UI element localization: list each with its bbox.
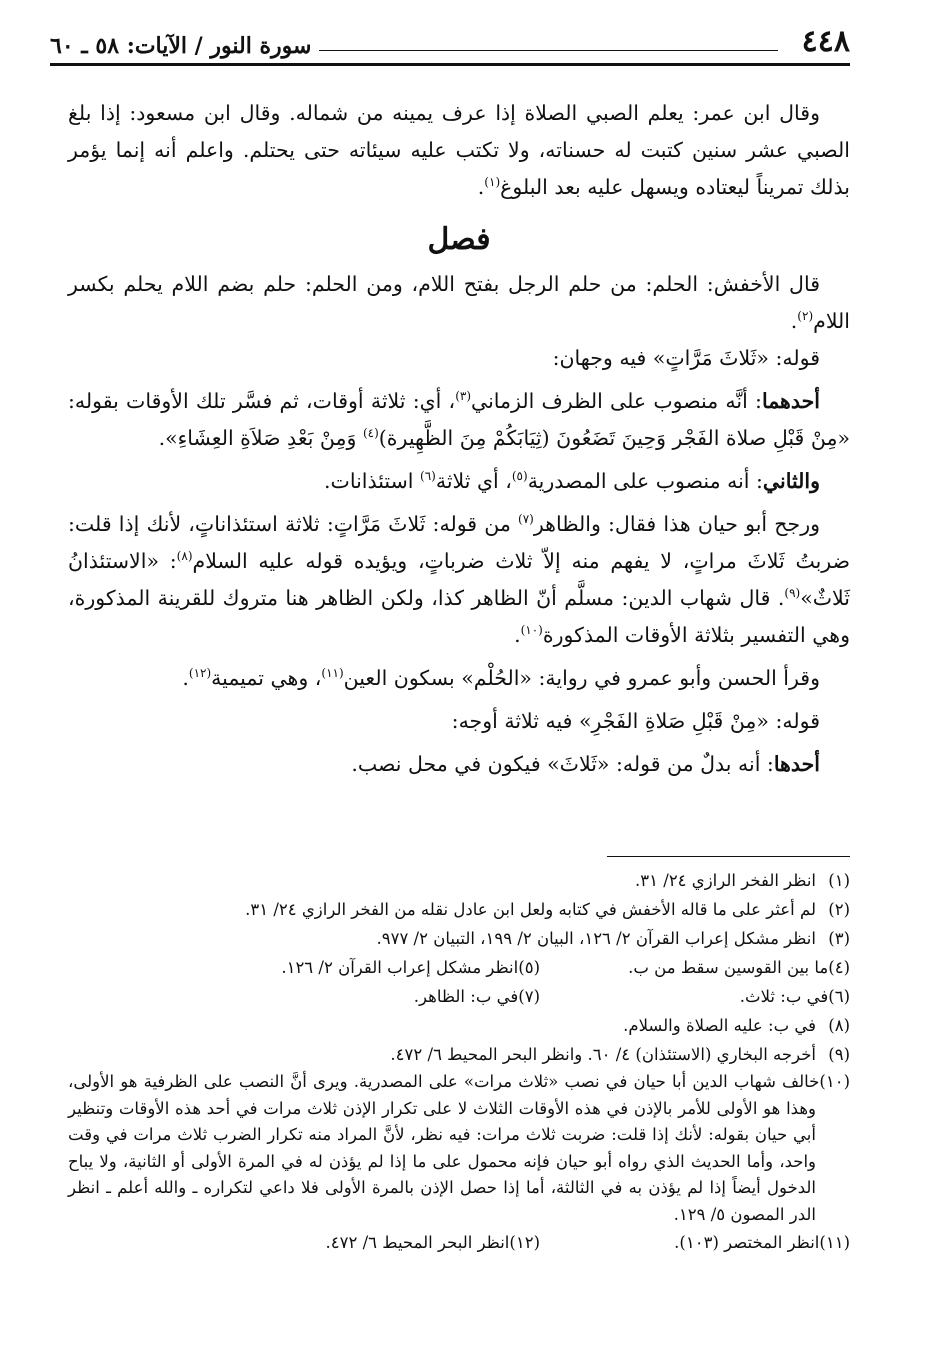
footnote-3: (٣)انظر مشكل إعراب القرآن ٢/ ١٢٦، البيان ٢/ ١٩٩، التبيان ٢/ ٩٧٧.: [376, 929, 850, 948]
footnote-10: (١٠)خالف شهاب الدين أبا حيان في نصب «ثلاث مرات» على المصدرية. ويرى أنَّ النصب على الظرفية هو الأولى، وهذا هو الأولى للأمر بالإذن في هذه الأوقات الثلاث لا على تكرار الإذن ثلاث مرات في أحد هذه الأوقات وتنظير أبي حيان بقوله: لأنك إذا قلت: ضربت ثلاث مرات: فيه نظر، لأنَّ المراد منه تكرار الضرب ثلاث مرات في وقت واحد، وأما الحديث الذي رواه أبو حيان فإنه محمول على ما إذا لم يؤذن له في المرة الأولى أو الثانية، ولا يباح الدخول أيضاً إذا لم يؤذن به في الثالثة، أما إذا حصل الإذن بالمرة الأولى فلا داعي لتكراره ـ والله أعلم ـ انظر الدر المصون ٥/ ١٢٩.: [68, 1072, 850, 1224]
footnote-9: (٩)أخرجه البخاري (الاستئذان) ٤/ ٦٠. وانظر البحر المحيط ٦/ ٤٧٢.: [390, 1045, 850, 1064]
page-number: ٤٤٨: [801, 24, 850, 59]
footnote-ref-12[interactable]: (١٢): [188, 666, 212, 681]
footnote-ref-4[interactable]: (٤): [362, 426, 379, 441]
paragraph-abu-hayyan: ورجح أبو حيان هذا فقال: والظاهر$^{(٧)}$ من قوله: ثَلاثَ مَرَّاتٍ: ثلاثة استئذاناتٍ، لأنك إذا قلت: ضربتُ ثَلاثَ مراتٍ، لا يفهم منه إلاّ ثلاث ضرباتٍ، ويؤيده قوله عليه السلام$^{(٨)}$: «الاستئذانُ ثَلاثٌ»$^{(٩)}$. قال شهاب الدين: مسلَّم أنّ الظاهر كذا، ولكن الظاهر هنا متروك للقرينة المذكورة، وهي التفسير بثلاثة الأوقات المذكورة$^{(١٠)}$.: [68, 512, 850, 647]
footnote-ref-2[interactable]: (٢): [797, 309, 814, 324]
footnote-ref-11[interactable]: (١١): [321, 666, 344, 681]
paragraph-hasan-reading: وقرأ الحسن وأبو عمرو في رواية: «الحُلْم» بسكون العين$^{(١١)}$، وهي تميمية$^{(١٢)}$.: [182, 666, 820, 690]
header-rule: [319, 50, 777, 51]
footnote-row-11-12: [68, 1228, 850, 1257]
lead-word: أحدها: [773, 752, 820, 776]
paragraph-qawluhu-1: قوله: «ثَلاثَ مَرَّاتٍ» فيه وجهان:: [552, 346, 820, 370]
footnote-12: (١٢)انظر البحر المحيط ٦/ ٤٧٢.: [325, 1233, 540, 1252]
footnote-ref-8[interactable]: (٨): [176, 549, 193, 564]
footnote-7: (٧)في ب: الظاهر.: [413, 987, 540, 1006]
paragraph-first-of-three: أحدها: أنه بدلٌ من قوله: «ثَلاثَ» فيكون في محل نصب.: [351, 752, 820, 776]
footnote-ref-7[interactable]: (٧): [518, 512, 534, 527]
footnote-11: (١١)انظر المختصر (١٠٣).: [674, 1233, 850, 1252]
footnote-2: (٢)لم أعثر على ما قاله الأخفش في كتابه ولعل ابن عادل نقله من الفخر الرازي ٢٤/ ٣١.: [245, 900, 850, 919]
page-header: [50, 20, 850, 66]
footnote-1: (١)انظر الفخر الرازي ٢٤/ ٣١.: [635, 871, 850, 890]
footnote-row-4-5: [68, 953, 850, 982]
footnote-ref-10[interactable]: (١٠): [520, 623, 543, 638]
footnote-6: (٦)في ب: ثلاث.: [739, 987, 850, 1006]
paragraph-ibn-umar: وقال ابن عمر: يعلم الصبي الصلاة إذا عرف يمينه من شماله. وقال ابن مسعود: إذا بلغ الصبي عشر سنين كتبت له حسناته، ولا تكتب عليه سيئاته حتى يحتلم. واعلم أنه إنما يؤمر بذلك تمريناً ليعتاده ويسهل عليه بعد البلوغ$^{(١)}$.: [68, 101, 850, 199]
paragraph-second-view: والثاني: أنه منصوب على المصدرية$^{(٥)}$، أي ثلاثة$^{(٦)}$ استئذانات.: [324, 469, 820, 493]
footnote-ref-1[interactable]: (١): [484, 175, 501, 190]
footnote-4: (٤)ما بين القوسين سقط من ب.: [628, 958, 850, 977]
footnote-separator: [607, 856, 850, 857]
footnote-ref-6[interactable]: (٦): [420, 469, 436, 484]
paragraph-qawluhu-2: قوله: «مِنْ قَبْلِ صَلاةِ الفَجْرِ» فيه ثلاثة أوجه:: [451, 709, 820, 733]
footnote-ref-9[interactable]: (٩): [784, 586, 801, 601]
paragraph-first-view: أحدهما: أنَّه منصوب على الظرف الزماني$^{(٣)}$، أي: ثلاثة أوقات، ثم فسَّر تلك الأوقات بقوله: «مِنْ قَبْلِ صلاة الفَجْر وَحِينَ تَضَعُونَ (ثِيَابَكُمْ مِنَ الظَّهِيرة)$^{(٤)}$ وَمِنْ بَعْدِ صَلاَةِ العِشَاءِ».: [68, 389, 850, 450]
footnote-5: (٥)انظر مشكل إعراب القرآن ٢/ ١٢٦.: [281, 958, 540, 977]
footnotes: [68, 866, 850, 1257]
lead-word: أحدهما: [761, 389, 820, 413]
main-text: [68, 95, 850, 783]
running-title: سورة النور / الآيات: ٥٨ ـ ٦٠: [50, 33, 312, 59]
footnote-ref-3[interactable]: (٣): [455, 389, 472, 404]
section-title: فصل: [427, 222, 491, 257]
footnote-8: (٨)في ب: عليه الصلاة والسلام.: [623, 1016, 850, 1035]
lead-word: والثاني: [762, 469, 820, 493]
footnote-row-6-7: [68, 982, 850, 1011]
paragraph-akhfash: قال الأخفش: الحلم: من حلم الرجل بفتح اللام، ومن الحلم: حلم بضم اللام يحلم بكسر اللام$^{(٢)}$.: [68, 272, 850, 333]
footnote-ref-5[interactable]: (٥): [511, 469, 528, 484]
